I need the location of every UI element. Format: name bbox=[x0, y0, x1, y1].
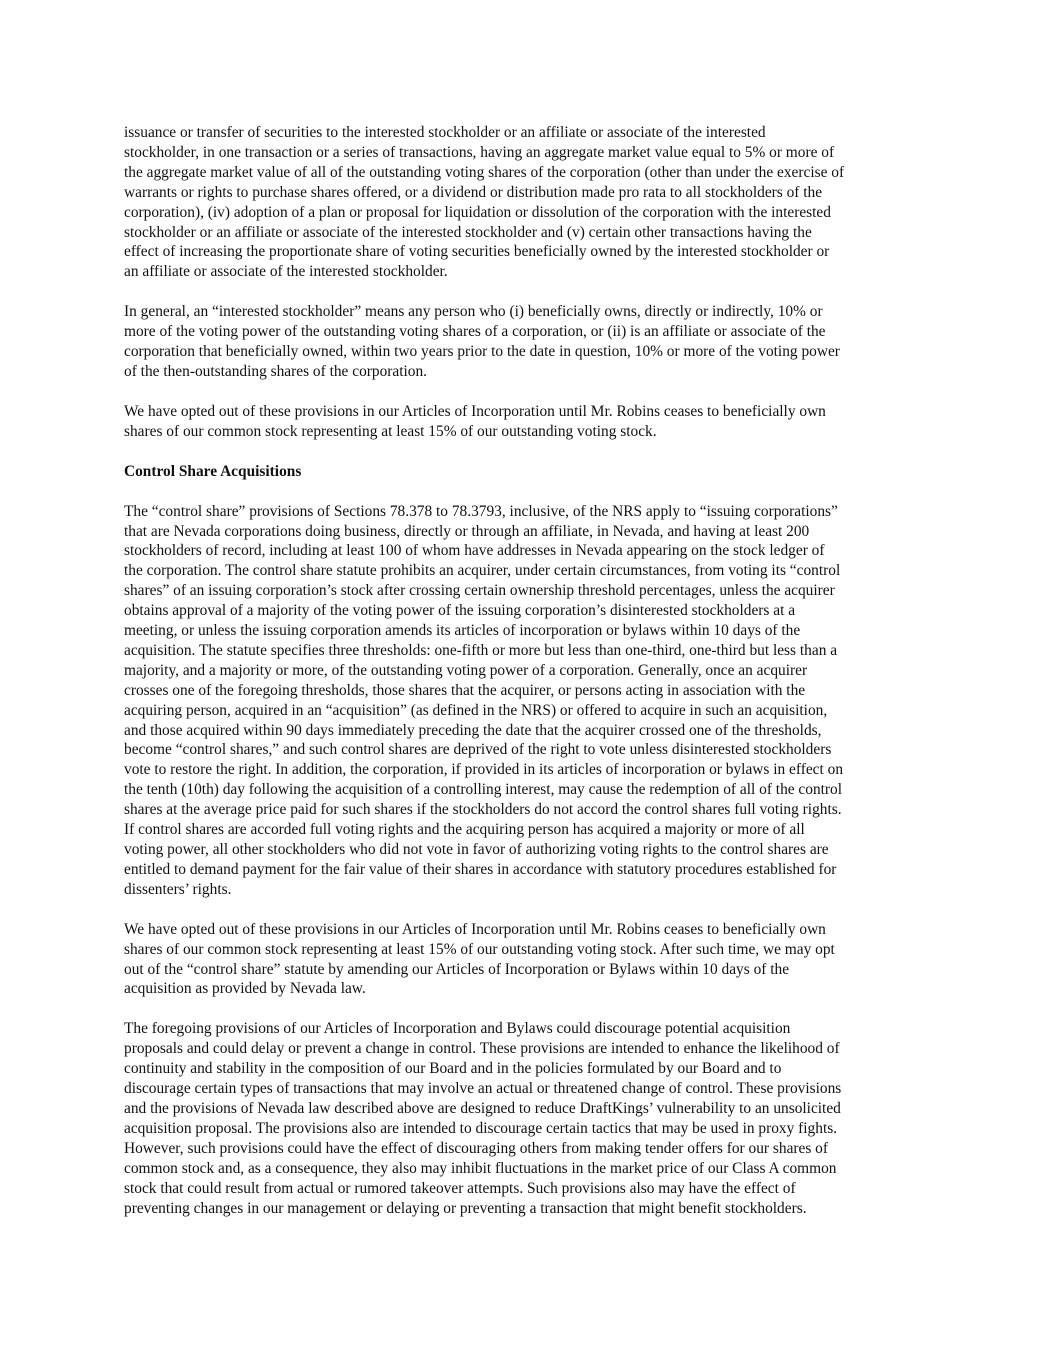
paragraph-interested-stockholder-definition: In general, an “interested stockholder” means any person who (i) beneficially owns, directly or indirectly, 10% or more of the voting power of the outstanding voting shares of a corporation, or (ii) is an affiliate or associate of the corporation that beneficially owned, within two years prior to the date in question, 10% or more of the voting power of the then-outstanding shares of the corporation. bbox=[124, 303, 840, 380]
paragraph-interested-stockholder-transactions: issuance or transfer of securities to the interested stockholder or an affiliate or associate of the interested stockholder, in one transaction or a series of transactions, having an aggregate market value equal to 5% or more of the aggregate market value of all of the outstanding voting shares of the corporation (other than under the exercise of warrants or rights to purchase shares offered, or a dividend or distribution made pro rata to all stockholders of the corporation), (iv) adoption of a plan or proposal for liquidation or dissolution of the corporation with the interested stockholder or an affiliate or associate of the interested stockholder and (v) certain other transactions having the effect of increasing the proportionate share of voting securities beneficially owned by the interested stockholder or an affiliate or associate of the interested stockholder. bbox=[124, 124, 845, 281]
paragraph-opt-out-control-share: We have opted out of these provisions in our Articles of Incorporation until Mr. Robins ceases to beneficially own shares of our common stock representing at least 15% of our outstanding voting stock. After such time, we may opt out of the “control share” statute by amending our Articles of Incorporation or Bylaws within 10 days of the acquisition as provided by Nevada law. bbox=[124, 920, 835, 998]
paragraph-control-share-provisions: The “control share” provisions of Sections 78.378 to 78.3793, inclusive, of the NRS apply to “issuing corporations” that are Nevada corporations doing business, directly or through an affiliate, in Nevada, and having at least 200 stockholders of record, including at least 100 of whom have addresses in Nevada appearing on the stock ledger of the corporation. The control share statute prohibits an acquirer, under certain circumstances, from voting its “control shares” of an issuing corporation’s stock after crossing certain ownership threshold percentages, unless the acquirer obtains approval of a majority of the voting power of the issuing corporation’s disinterested stockholders at a meeting, or unless the issuing corporation amends its articles of incorporation or bylaws within 10 days of the acquisition. The statute specifies three thresholds: one-fifth or more but less than one-third, one-third but less than a majority, and a majority or more, of the outstanding voting power of a corporation. Generally, once an acquirer crosses one of the foregoing thresholds, those shares that the acquirer, or persons acting in association with the acquiring person, acquired in an “acquisition” (as defined in the NRS) or offered to acquire in such an acquisition, and those acquired within 90 days immediately preceding the date that the acquirer crossed one of the thresholds, become “control shares,” and such control shares are deprived of the right to vote unless disinterested stockholders vote to restore the right. In addition, the corporation, if provided in its articles of incorporation or bylaws in effect on the tenth (10th) day following the acquisition of a controlling interest, may cause the redemption of all of the control shares at the average price paid for such shares if the stockholders do not accord the control shares full voting rights. If control shares are accorded full voting rights and the acquiring person has acquired a majority or more of all voting power, all other stockholders who did not vote in favor of authorizing voting rights to the control shares are entitled to demand payment for the fair value of their shares in accordance with statutory procedures established for dissenters’ rights. bbox=[124, 502, 844, 898]
document-page bbox=[124, 123, 936, 1238]
section-heading-control-share-acquisitions: Control Share Acquisitions bbox=[124, 462, 302, 480]
paragraph-opt-out-business-combination: We have opted out of these provisions in our Articles of Incorporation until Mr. Robins ceases to beneficially own shares of our common stock representing at least 15% of our outstanding voting stock. bbox=[124, 402, 826, 440]
paragraph-anti-takeover-effects: The foregoing provisions of our Articles of Incorporation and Bylaws could discourage potential acquisition proposals and could delay or prevent a change in control. These provisions are intended to enhance the likelihood of continuity and stability in the composition of our Board and in the policies formulated by our Board and to discourage certain types of transactions that may involve an actual or threatened change of control. These provisions and the provisions of Nevada law described above are designed to reduce DraftKings’ vulnerability to an unsolicited acquisition proposal. The provisions also are intended to discourage certain tactics that may be used in proxy fights. However, such provisions could have the effect of discouraging others from making tender offers for our shares of common stock and, as a consequence, they also may inhibit fluctuations in the market price of our Class A common stock that could result from actual or rumored takeover attempts. Such provisions also may have the effect of preventing changes in our management or delaying or preventing a transaction that might benefit stockholders. bbox=[124, 1020, 842, 1217]
